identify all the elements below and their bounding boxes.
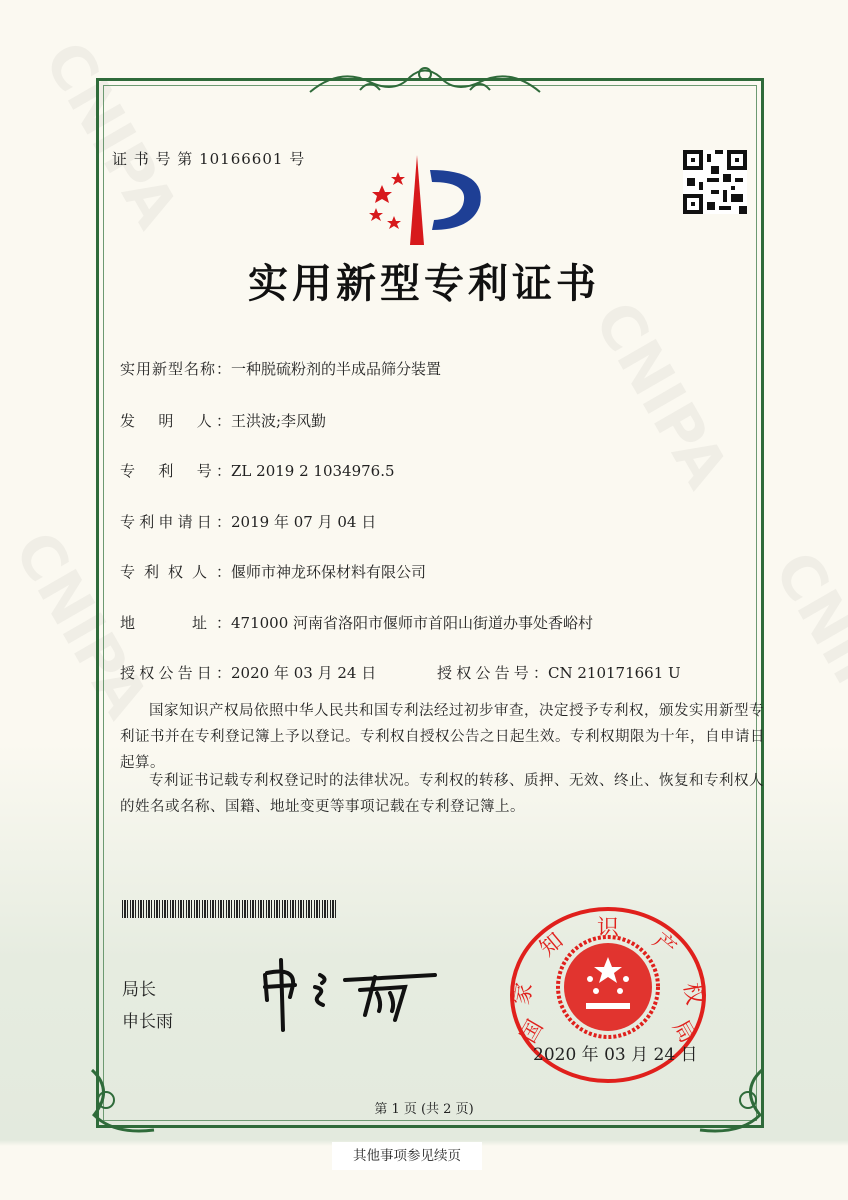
qr-code-icon <box>683 150 747 214</box>
director-title: 局长 <box>122 980 156 1000</box>
field-value: 偃师市神龙环保材料有限公司 <box>231 563 427 581</box>
field-announcement-number <box>437 662 681 683</box>
field-label: 专利权人： <box>120 563 231 581</box>
field-label: 授权公告号： <box>437 664 548 682</box>
field-value: 2019 年 07 月 04 日 <box>231 513 377 531</box>
field-label: 专利申请日： <box>120 513 231 531</box>
field-announcement-date <box>120 662 376 683</box>
svg-text:局: 局 <box>667 1015 700 1048</box>
seal-date: 2020 年 03 月 24 日 <box>533 1045 698 1065</box>
svg-text:家: 家 <box>509 980 538 1007</box>
continued-note: 其他事项参见续页 <box>332 1142 482 1170</box>
field-value: 471000 河南省洛阳市偃师市首阳山街道办事处香峪村 <box>231 614 594 632</box>
svg-text:产: 产 <box>647 928 681 962</box>
field-utility-model-name <box>120 358 441 379</box>
field-value: CN 210171661 U <box>548 664 681 682</box>
field-value: ZL 2019 2 1034976.5 <box>231 462 395 480</box>
statement-paragraph: 国家知识产权局依照中华人民共和国专利法经过初步审查，决定授予专利权，颁发实用新型专利证书并在专利登记簿上予以登记。专利权自授权公告之日起生效。专利权期限为十年，自申请日起算。 <box>120 703 765 771</box>
field-label: 实用新型名称： <box>120 360 231 378</box>
top-ornament-icon <box>300 62 550 102</box>
field-patentee <box>120 561 426 582</box>
barcode <box>122 900 337 918</box>
field-value: 2020 年 03 月 24 日 <box>231 664 377 682</box>
field-label: 专 利 号： <box>120 462 231 480</box>
signature-icon <box>255 955 445 1035</box>
field-patent-number <box>120 460 395 481</box>
field-value: 一种脱硫粉剂的半成品筛分装置 <box>231 360 442 378</box>
svg-text:权: 权 <box>678 980 707 1007</box>
field-label: 发 明 人： <box>120 412 231 430</box>
field-value: 王洪波;李风勤 <box>231 412 327 430</box>
field-label: 授权公告日： <box>120 664 231 682</box>
svg-text:知: 知 <box>535 928 569 962</box>
statement-paragraph: 专利证书记载专利权登记时的法律状况。专利权的转移、质押、无效、终止、恢复和专利权人的姓名或名称、国籍、地址变更等事项记载在专利登记簿上。 <box>120 773 764 815</box>
field-inventor <box>120 410 326 431</box>
cnipa-logo-icon <box>362 150 492 245</box>
svg-text:国: 国 <box>516 1015 549 1048</box>
page-title: 实用新型专利证书 <box>248 261 600 307</box>
director-name: 申长雨 <box>122 1012 173 1032</box>
page-number: 第 1 页 (共 2 页) <box>374 1102 474 1117</box>
field-address <box>120 612 593 633</box>
field-label: 地 址： <box>120 614 231 632</box>
field-application-date <box>120 511 376 532</box>
certificate-number: 证 书 号 第 10166601 号 <box>112 150 306 168</box>
svg-text:识: 识 <box>596 916 620 941</box>
